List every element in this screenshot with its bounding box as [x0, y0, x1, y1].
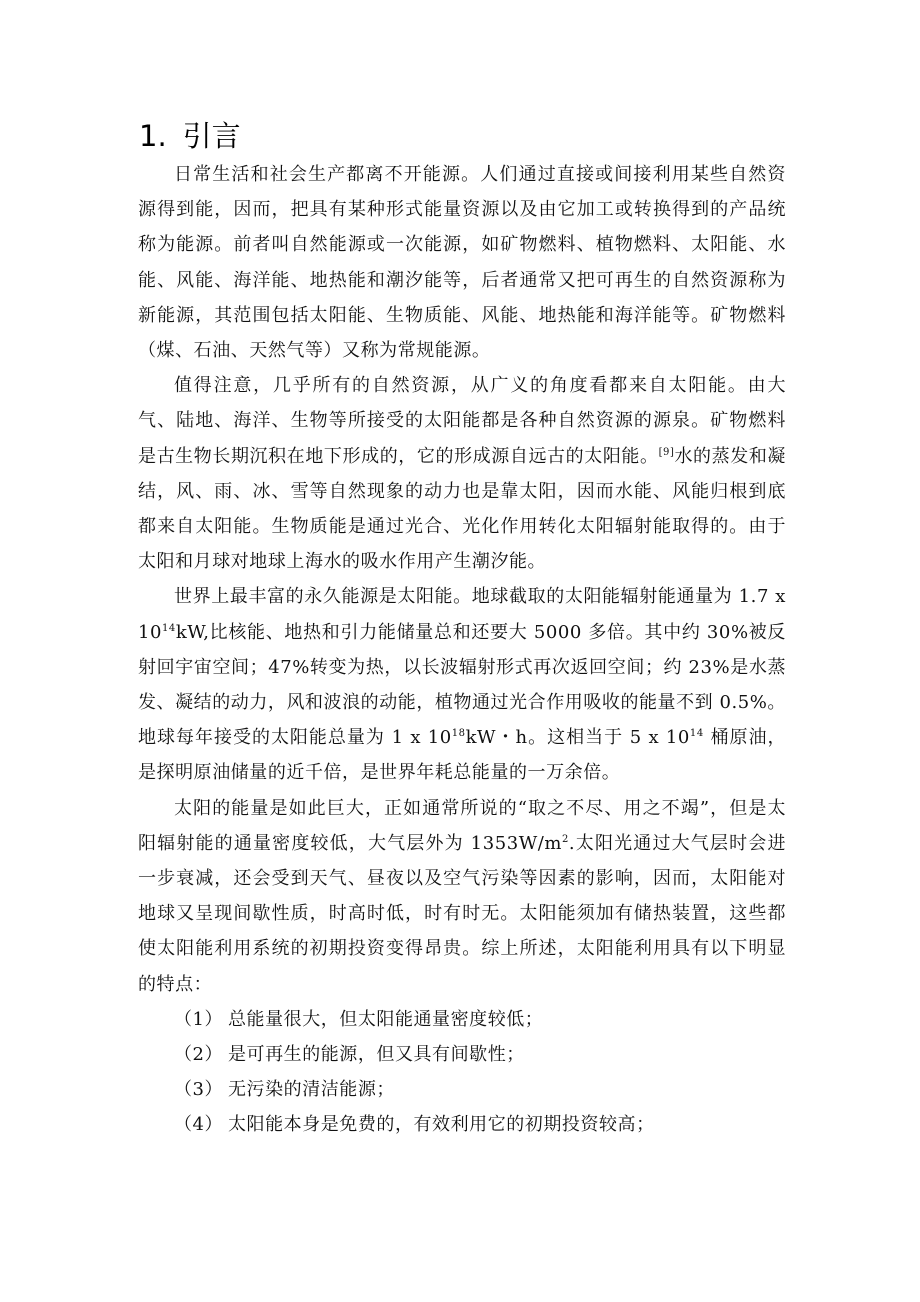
paragraph-text: .太阳光通过大气层时会进一步衰减，还会受到天气、昼夜以及空气污染等因素的影响，因而，太阳能对地球又呈现间歇性质，时高时低，时有时无。太阳能须加有储热装置，这些都使太阳能利用系统的初期投资变得昂贵。综上所述，太阳能利用具有以下明显的特点： — [138, 832, 786, 995]
list-item — [138, 1072, 786, 1107]
list-item-index: （1） — [174, 1008, 224, 1030]
paragraph — [138, 157, 786, 368]
list-item — [138, 1037, 786, 1072]
paragraph-text: kW・h。这相当于 5 x 10 — [465, 727, 690, 749]
paragraph-text: 太阳的能量是如此巨大，正如通常所说的“取之不尽、用之不竭”，但是太阳辐射能的通量密度较低，大气层外为 1353W/m — [138, 797, 786, 854]
section-heading — [139, 114, 241, 158]
superscript: 14 — [689, 728, 704, 740]
document-body — [138, 157, 786, 1143]
superscript: 14 — [162, 622, 176, 634]
list-item-text: 无污染的清洁能源； — [228, 1079, 395, 1101]
list-item-index: （3） — [174, 1079, 224, 1101]
paragraph — [138, 791, 786, 1002]
paragraph-text: 水的蒸发和凝结，风、雨、冰、雪等自然现象的动力也是靠太阳，因而水能、风能归根到底都来自太阳能。生物质能是通过光合、光化作用转化太阳辐射能取得的。由于太阳和月球对地球上海水的吸水作用产生潮汐能。 — [138, 445, 786, 573]
list-item — [138, 1002, 786, 1037]
paragraph-text: 世界上最丰富的永久能源是太阳能。地球截取的太阳能辐射能通量为 1.7 x 10 — [138, 586, 786, 643]
section-title: 引言 — [182, 119, 241, 153]
superscript: 18 — [451, 728, 466, 740]
list-item-text: 太阳能本身是免费的，有效利用它的初期投资较高； — [228, 1114, 655, 1136]
superscript: [9] — [658, 446, 675, 458]
list-item-text: 总能量很大，但太阳能通量密度较低； — [228, 1008, 544, 1030]
list-item — [138, 1107, 786, 1142]
paragraph — [138, 368, 786, 579]
list-item-index: （2） — [174, 1044, 224, 1066]
list-item-index: （4） — [174, 1114, 224, 1136]
superscript: 2 — [561, 833, 569, 845]
paragraph — [138, 579, 786, 790]
paragraph-container — [138, 157, 786, 1002]
feature-list — [138, 1002, 786, 1143]
paragraph-text: kW,比核能、地热和引力能储量总和还要大 5000 多倍。其中约 30%被反射回宇宙空间；47%转变为热，以长波辐射形式再次返回空间；约 23%是水蒸发、凝结的动力，风和波浪的动能，植物通过光合作用吸收的能量不到 0.5%。地球每年接受的太阳能总量为 1 x 10 — [138, 621, 786, 749]
paragraph-text: 日常生活和社会生产都离不开能源。人们通过直接或间接利用某些自然资源得到能，因而，把具有某种形式能量资源以及由它加工或转换得到的产品统称为能源。前者叫自然能源或一次能源，如矿物燃料、植物燃料、太阳能、水能、风能、海洋能、地热能和潮汐能等，后者通常又把可再生的自然资源称为新能源，其范围包括太阳能、生物质能、风能、地热能和海洋能等。矿物燃料（煤、石油、天然气等）又称为常规能源。 — [138, 164, 786, 362]
paragraph-text: 桶原油，是探明原油储量的近千倍，是世界年耗总能量的一万余倍。 — [138, 727, 786, 784]
list-item-text: 是可再生的能源，但又具有间歇性； — [228, 1044, 525, 1066]
section-number: 1. — [139, 119, 167, 153]
paragraph-text: 值得注意，几乎所有的自然资源，从广义的角度看都来自太阳能。由大气、陆地、海洋、生物等所接受的太阳能都是各种自然资源的源泉。矿物燃料是古生物长期沉积在地下形成的，它的形成源自远古的太阳能。 — [138, 375, 786, 467]
